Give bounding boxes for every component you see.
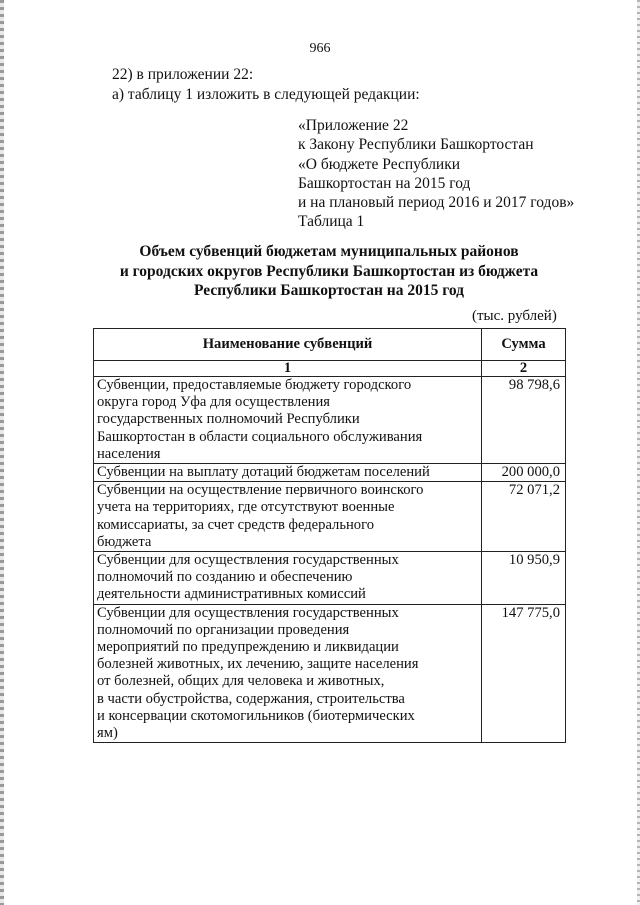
scan-edge-left [0, 0, 4, 905]
column-number: 2 [482, 361, 566, 377]
column-number-row [94, 361, 566, 377]
subvention-name-line: государственных полномочий Республики [97, 411, 360, 428]
table-title [90, 242, 568, 301]
appendix-line: «Приложение 22 [298, 117, 409, 134]
appendix-line: «О бюджете Республики [298, 155, 461, 173]
title-line: и городских округов Республики Башкортостан из бюджета [119, 262, 539, 280]
table-row [94, 552, 566, 605]
subvention-amount: 10 950,9 [482, 552, 566, 605]
subvention-name-line: Субвенции для осуществления государственных [97, 604, 399, 621]
subvention-name-line: от болезней, общих для человека и животных, [97, 673, 385, 690]
subvention-name [94, 377, 482, 464]
subvention-amount: 200 000,0 [482, 464, 566, 482]
subvention-name-line: Субвенции, предоставляемые бюджету городского [97, 377, 412, 393]
subvention-amount: 98 798,6 [482, 377, 566, 464]
subvention-name-line: учета на территориях, где отсутствуют военные [97, 499, 395, 516]
subvention-name [94, 464, 482, 482]
table-row [94, 377, 566, 464]
page-number: 966 [309, 41, 331, 56]
header-name: Наименование субвенций [94, 329, 482, 361]
appendix-line: Башкортостан на 2015 год [298, 174, 471, 192]
intro-line-1: 22) в приложении 22: [112, 66, 254, 83]
subvention-name-line: полномочий по созданию и обеспечению [97, 569, 353, 586]
subvention-name-line: в части обустройства, содержания, строительства [97, 690, 405, 707]
appendix-line: и на плановый период 2016 и 2017 годов» [298, 194, 575, 212]
subvention-name-line: Башкортостан в области социального обслуживания [97, 428, 423, 445]
subvention-name-line: мероприятий по предупреждению и ликвидации [97, 639, 399, 656]
subvention-name-line: и консервации скотомогильников (биотермических [97, 707, 415, 724]
subvention-name-line: ям) [97, 725, 118, 742]
subvention-name-line: Субвенции на выплату дотаций бюджетам поселений [97, 464, 430, 481]
subvention-name-line: бюджета [97, 533, 152, 550]
table-row [94, 604, 566, 743]
table-row [94, 482, 566, 552]
subvention-name [94, 482, 482, 552]
unit-note: (тыс. рублей) [472, 308, 557, 324]
table-label: Таблица 1 [298, 213, 365, 231]
header-row [94, 329, 566, 361]
appendix-header [298, 116, 574, 232]
subvention-name-line: комиссариаты, за счет средств федерального [97, 516, 375, 533]
subvention-name-line: округа город Уфа для осуществления [97, 394, 331, 411]
subvention-name [94, 604, 482, 743]
subvention-amount: 147 775,0 [482, 604, 566, 743]
subvention-name-line: полномочий по организации проведения [97, 621, 350, 638]
header-amount: Сумма [482, 329, 566, 361]
subvention-name-line: болезней животных, их лечению, защите населения [97, 656, 419, 673]
subvention-name-line: Субвенции на осуществление первичного воинского [97, 482, 424, 499]
title-line: Республики Башкортостан на 2015 год [193, 282, 465, 299]
intro-line-2: а) таблицу 1 изложить в следующей редакции: [112, 86, 420, 103]
subvention-amount: 72 071,2 [482, 482, 566, 552]
table-row [94, 464, 566, 482]
title-line: Объем субвенций бюджетам муниципальных районов [139, 243, 519, 260]
subventions-table [93, 328, 566, 743]
subvention-name-line: деятельности административных комиссий [97, 586, 366, 603]
subvention-name [94, 552, 482, 605]
appendix-line: к Закону Республики Башкортостан [298, 136, 534, 154]
subvention-name-line: населения [97, 445, 161, 462]
subvention-name-line: Субвенции для осуществления государственных [97, 552, 399, 569]
column-number: 1 [94, 361, 482, 377]
